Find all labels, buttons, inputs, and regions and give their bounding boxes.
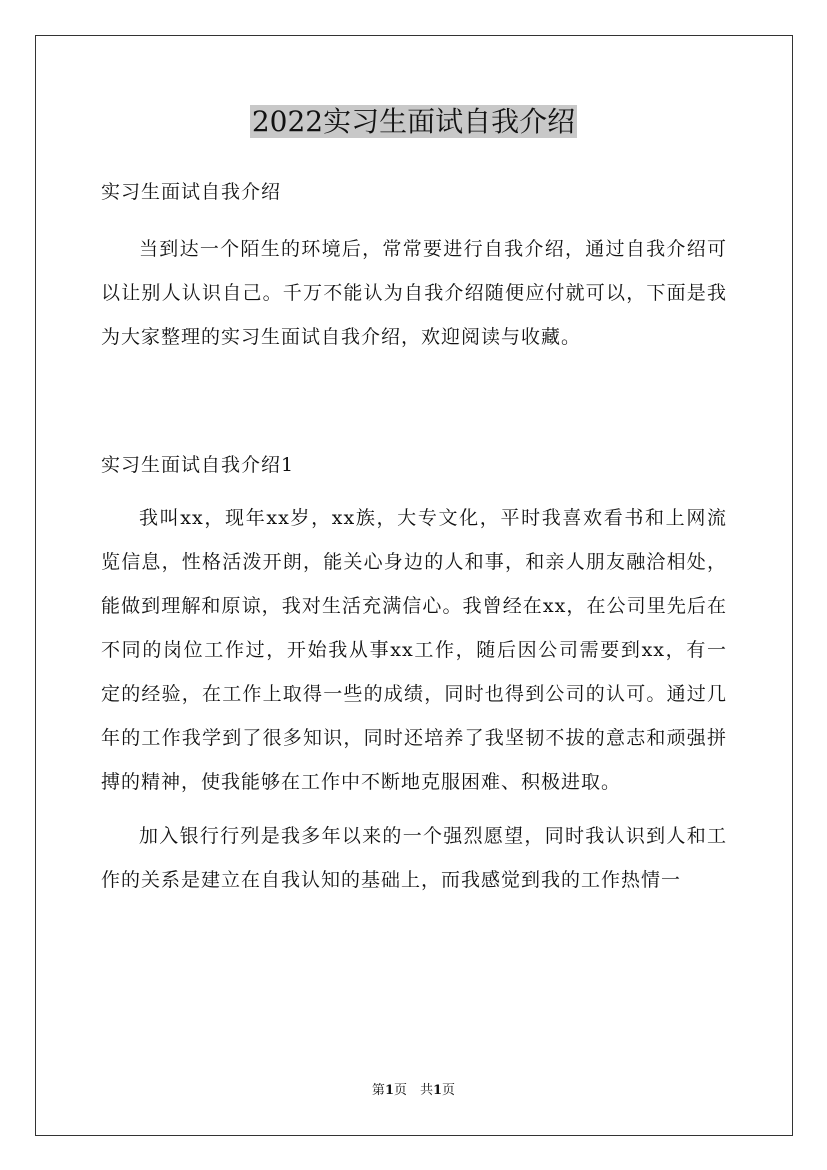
section-heading: 实习生面试自我介绍1 xyxy=(101,454,295,476)
footer-page-prefix: 第 xyxy=(371,1083,385,1098)
document-title-text: 2022实习生面试自我介绍 xyxy=(251,105,576,138)
section-paragraph: 加入银行行列是我多年以来的一个强烈愿望，同时我认识到人和工作的关系是建立在自我认知的基础上，而我感觉到我的工作热情一 xyxy=(101,825,727,891)
footer-page-suffix: 页 xyxy=(442,1083,456,1098)
section-2 xyxy=(101,443,727,902)
footer-page-mid: 页 共 xyxy=(393,1083,433,1098)
section-paragraph: 当到达一个陌生的环境后，常常要进行自我介绍，通过自我介绍可以让别人认识自己。千万不能认为自我介绍随便应付就可以，下面是我为大家整理的实习生面试自我介绍，欢迎阅读与收藏。 xyxy=(101,238,727,348)
footer-page-total: 1 xyxy=(433,1083,443,1098)
section-paragraph: 我叫xx，现年xx岁，xx族，大专文化，平时我喜欢看书和上网流览信息，性格活泼开朗，能关心身边的人和事，和亲人朋友融洽相处，能做到理解和原谅，我对生活充满信心。我曾经在xx，在公司里先后在不同的岗位工作过，开始我从事xx工作，随后因公司需要到xx，有一定的经验，在工作上取得一些的成绩，同时也得到公司的认可。通过几年的工作我学到了很多知识，同时还培养了我坚韧不拔的意志和顽强拼搏的精神，使我能够在工作中不断地克服困难、积极进取。 xyxy=(101,507,727,793)
section-1 xyxy=(101,170,727,359)
document-title xyxy=(0,102,827,142)
page-footer xyxy=(0,1082,827,1100)
footer-page-current: 1 xyxy=(384,1083,394,1098)
section-heading: 实习生面试自我介绍 xyxy=(101,181,282,203)
